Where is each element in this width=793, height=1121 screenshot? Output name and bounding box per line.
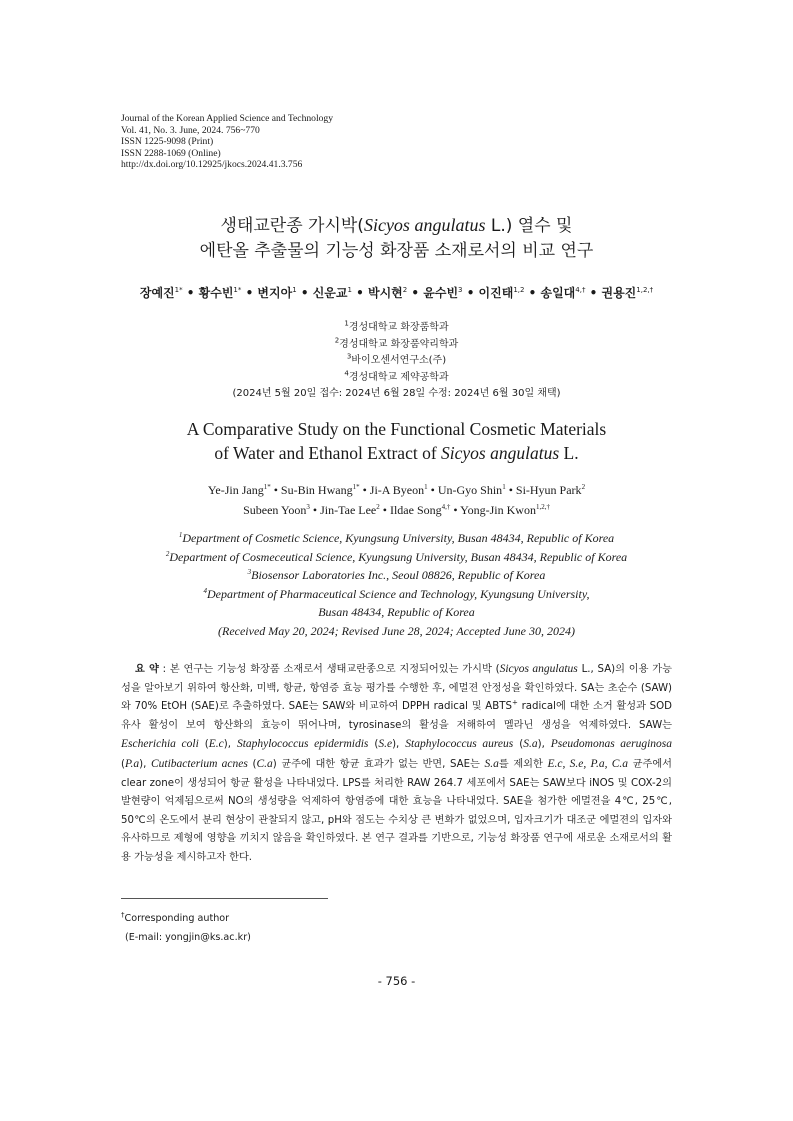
affiliation-ko: $^4$경성대학교 제약공학과 [344,369,449,383]
author-separator: • [450,503,461,517]
author-superscript: 1* [174,286,183,294]
author-separator: • [309,503,321,517]
affiliation-en: $^3$Biosensor Laboratories Inc., Seoul 08826, Republic of Korea [247,568,546,582]
author-superscript: 1 [424,483,428,491]
author-superscript: 1,2,† [535,503,550,511]
author-superscript: 1 [347,286,352,294]
journal-name: Journal of the Korean Applied Science and Technology [121,113,334,124]
author-superscript: 1* [233,286,242,294]
authors-korean [0,284,793,301]
author-en: Ji-A Byeon [369,483,425,497]
author-separator: • [462,286,479,300]
affiliation-en: $^1$Department of Cosmetic Science, Kyungsung University, Busan 48434, Republic of Korea [178,531,615,545]
title-en-line2: of Water and Ethanol Extract of Sicyos angulatus L. [214,443,579,463]
author-superscript: 1 [292,286,297,294]
author-separator: • [407,286,424,300]
corresponding-author: †Corresponding author [121,910,230,924]
author-superscript: 2 [402,286,408,294]
authors-en-line2 [0,500,793,520]
title-ko-line1: 생태교란종 가시박(Sicyos angulatus L.) 열수 및 [220,215,573,236]
author-superscript: 2 [581,483,586,491]
issn-print: ISSN 1225-9098 (Print) [121,136,214,148]
author-separator: • [524,286,541,300]
author-ko: 변지아 [257,286,293,300]
footnote [121,909,251,947]
author-superscript: 3 [306,503,310,511]
author-superscript: 1,2,† [636,286,654,294]
author-superscript: 1* [352,483,360,491]
author-ko: 장예진 [139,286,175,300]
author-ko: 이진태 [478,286,514,300]
title-ko-species: Sicyos angulatus [363,215,486,235]
author-en: Un-Gyo Shin [437,483,503,497]
author-separator: • [182,286,199,300]
author-separator: • [241,286,258,300]
authors-en-line1 [0,480,793,500]
page-number: - 756 - [377,974,416,988]
title-english [0,417,793,465]
journal-header [121,113,333,171]
author-separator: • [359,483,370,497]
affiliation-ko: $^1$경성대학교 화장품학과 [344,319,449,333]
author-en: Si-Hyun Park [515,483,582,497]
authors-english [0,480,793,520]
author-en: Yong-Jin Kwon [460,503,536,517]
journal-volume: Vol. 41, No. 3. June, 2024. 756~770 [121,124,260,136]
author-ko: 권용진 [601,286,637,300]
author-en: Ye-Jin Jang [207,483,264,497]
doi-link[interactable]: http://dx.doi.org/10.12925/jkocs.2024.41.3.756 [121,159,303,171]
author-separator: • [351,286,368,300]
author-ko: 신운교 [312,286,348,300]
author-superscript: 2 [376,503,380,511]
author-superscript: 4,† [441,503,451,511]
title-en-species: Sicyos angulatus [441,443,560,463]
author-ko: 송일대 [540,286,576,300]
author-separator: • [585,286,602,300]
affiliation-en: Busan 48434, Republic of Korea [318,605,475,619]
author-superscript: 1,2 [513,286,525,294]
footnote-divider [121,898,328,899]
author-ko: 황수빈 [198,286,234,300]
author-superscript: 4,† [575,286,586,294]
dates-english: (Received May 20, 2024; Revised June 28, 2024; Accepted June 30, 2024) [218,623,575,638]
affiliation-ko: $^3$바이오센서연구소(주) [346,352,447,366]
abstract-label: 요 약 [135,664,159,675]
abstract: 요 약 : 본 연구는 기능성 화장품 소재로서 생태교란종으로 지정되어있는 가시박 (Sicyos angulatus L., SA)의 이용 가능성을 알아보기 위하여 항산화, 미백, 항균, 항염증 효능 평가를 수행한 후, 에멀젼 안정성을 확인하였다. SA는 초순수 (SAW)와 70% EtOH (SAE)로 추출하였다. SAE는 SAW와 비교하여 DPPH radical 및 ABTS+ radical에 대한 소거 활성과 SOD 유사 활성이 보여 항산화의 효능이 뛰어나며, tyrosinase의 활성을 저해하여 멜라닌 생성을 억제하였다. SAW는 Escherichia coli (E.c), Staphylococcus epidermidis (S.e), Staphylococcus aureus (S.a), Pseudomonas aeruginosa (P.a), Cutibacterium acnes (C.a) 균주에 대한 항균 효과가 없는 반면, SAE는 S.a를 제외한 E.c, S.e, P.a, C.a 균주에서 clear zone이 생성되어 항균 활성을 나타내었다. LPS를 처리한 RAW 264.7 세포에서 SAE는 SAW보다 iNOS 및 COX-2의 발현량이 억제됨으로써 NO의 생성량을 억제하여 항염증에 대한 효능을 나타내었다. SAE을 첨가한 에멀젼을 4℃, 25℃, 50℃의 온도에서 분리 현상이 관찰되지 않고, pH와 점도는 수치상 큰 변화가 없었으며, 입자크기가 대조군 에멀젼의 입자와 유사하므로 제형에 영향을 끼치지 않음을 확인하였다. 본 연구 결과를 기반으로, 기능성 화장품 연구에 새로운 소재로서의 활용 가능성을 제시하고자 한다. [121,663,673,863]
title-en-line1: A Comparative Study on the Functional Cosmetic Materials [186,419,607,439]
author-en: Ildae Song [389,503,442,517]
author-en: Subeen Yoon [243,503,307,517]
title-korean [0,213,793,264]
issn-online: ISSN 2288-1069 (Online) [121,147,221,159]
title-ko-line2: 에탄올 추출물의 기능성 화장품 소재로서의 비교 연구 [199,241,594,261]
author-separator: • [427,483,438,497]
affiliation-ko: $^2$경성대학교 화장품약리학과 [334,336,459,350]
author-ko: 박시현 [367,286,403,300]
author-separator: • [379,503,390,517]
author-en: Su-Bin Hwang [280,483,353,497]
corresponding-email[interactable]: (E-mail: yongjin@ks.ac.kr) [125,932,251,943]
dates-korean: (2024년 5월 20일 접수: 2024년 6월 28일 수정: 2024년 6월 30일 채택) [232,388,561,399]
author-superscript: 1 [502,483,506,491]
author-en: Jin-Tae Lee [320,503,377,517]
author-separator: • [505,483,516,497]
author-ko: 윤수빈 [423,286,459,300]
affiliations-english [0,529,793,640]
author-superscript: 1* [263,483,271,491]
author-separator: • [270,483,281,497]
author-superscript: 3 [458,286,463,294]
author-separator: • [296,286,313,300]
affiliations-korean [0,320,793,403]
affiliation-en: $^2$Department of Cosmeceutical Science, Kyungsung University, Busan 48434, Republic of Korea [165,549,628,564]
affiliation-en: $^4$Department of Pharmaceutical Science and Technology, Kyungsung University, [203,586,590,601]
